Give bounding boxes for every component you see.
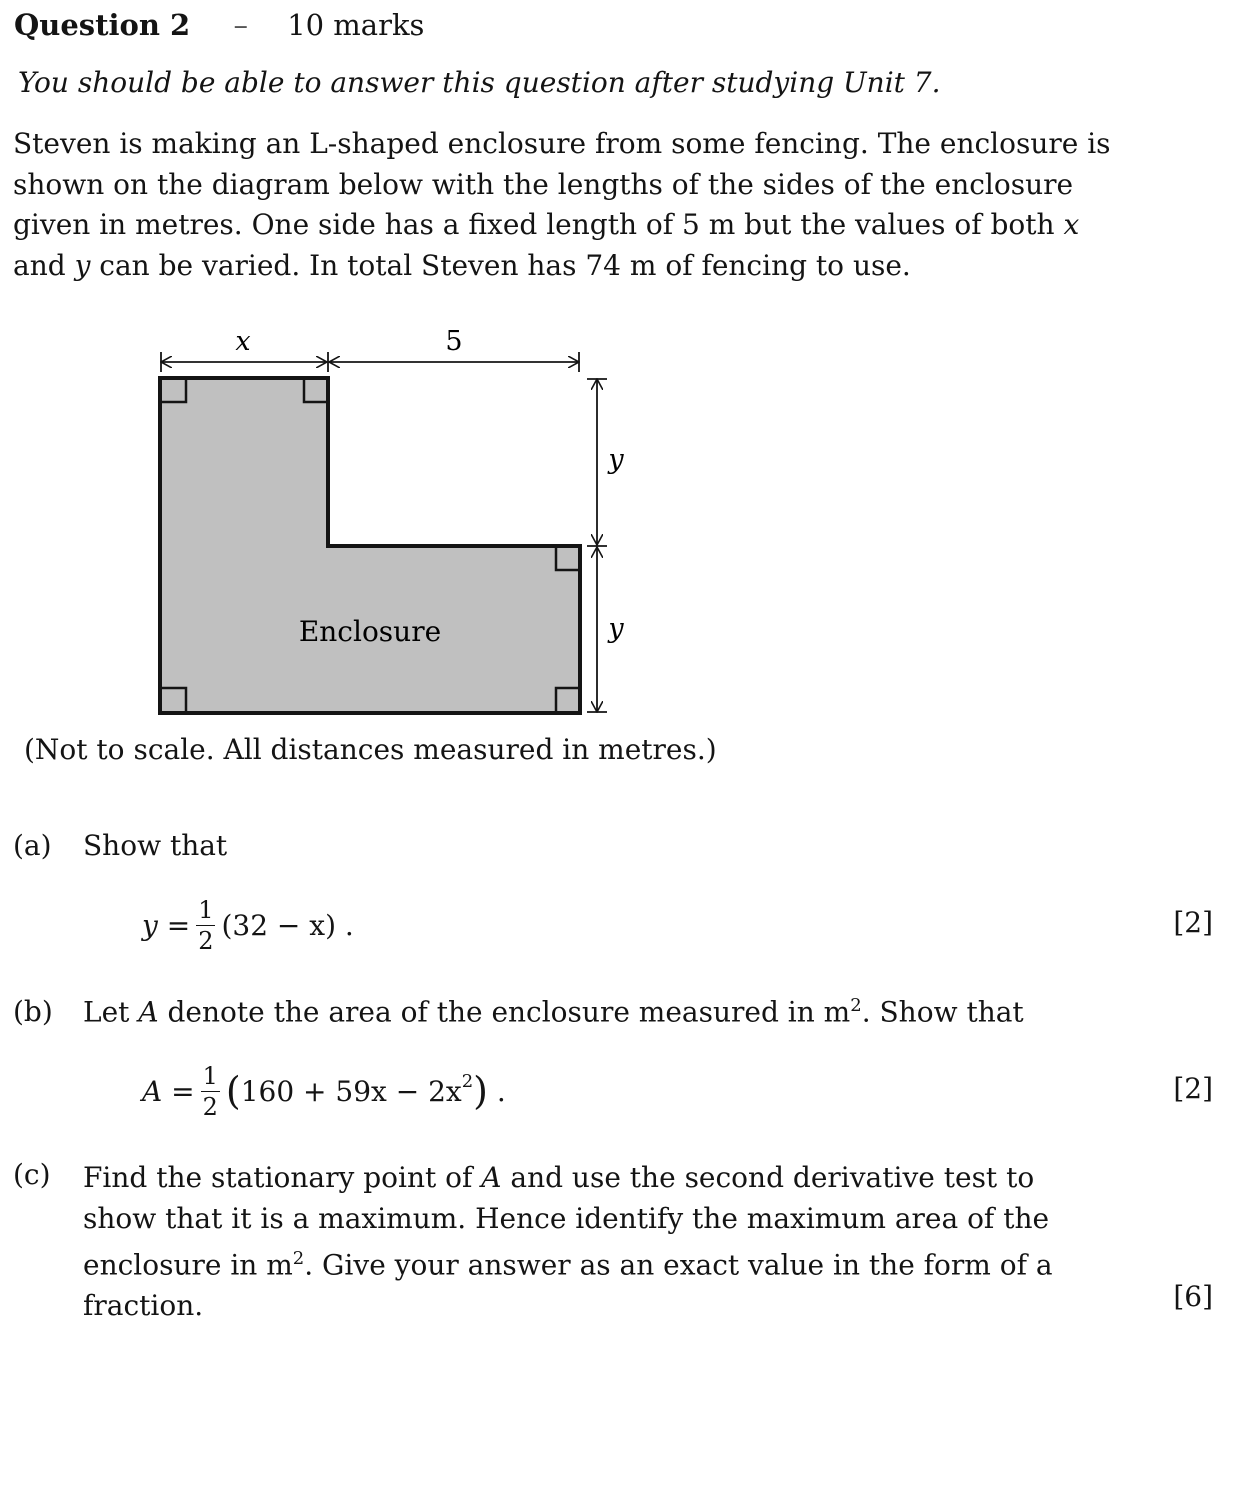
- part-a-equation: [142, 890, 354, 960]
- part-c-line-1: [83, 1158, 1053, 1199]
- dimension-x-label: x: [235, 326, 251, 357]
- question-number: Question 2: [14, 8, 191, 42]
- part-b-frac-den: 2: [202, 1092, 218, 1121]
- part-c-line-2: show that it is a maximum. Hence identify the maximum area of the: [83, 1201, 1050, 1235]
- dimension-y-top-label: y: [608, 444, 624, 475]
- paragraph-line-4-start: and: [13, 248, 75, 282]
- enclosure-shape: [160, 378, 580, 713]
- part-b-text-end: . Show that: [861, 995, 1024, 1029]
- intro-text: You should be able to answer this question after studying Unit 7.: [18, 66, 941, 99]
- part-c-variable-A: A: [481, 1161, 502, 1194]
- part-b-label: (b): [13, 995, 53, 1028]
- part-a-label: (a): [13, 829, 52, 862]
- part-a-frac-den: 2: [198, 926, 214, 955]
- enclosure-label: Enclosure: [298, 615, 442, 648]
- part-b-eq-sup: 2: [461, 1070, 474, 1092]
- part-c-label: (c): [13, 1158, 51, 1191]
- dimension-y-bottom-label: y: [608, 613, 624, 644]
- part-b-fraction: [201, 1061, 220, 1121]
- part-c-line-1-end: and use the second derivative test to: [501, 1161, 1035, 1194]
- part-b-text: [83, 995, 1024, 1028]
- part-b-text-start: Let: [83, 995, 139, 1029]
- dimension-5-label: 5: [445, 326, 463, 357]
- part-b-marks: [2]: [1173, 1072, 1213, 1105]
- part-b-eq-rhs: 160 + 59x − 2x: [240, 1074, 462, 1108]
- part-a-eq-rhs: (32 − x) .: [221, 908, 354, 942]
- diagram-caption: (Not to scale. All distances measured in metres.): [24, 733, 717, 766]
- variable-A: A: [138, 995, 159, 1029]
- part-a-eq-lhs: y =: [142, 908, 191, 942]
- paragraph-line-1: Steven is making an L-shaped enclosure from some fencing. The enclosure is: [13, 127, 1111, 160]
- variable-y: y: [74, 248, 91, 282]
- paragraph-line-2: shown on the diagram below with the lengths of the sides of the enclosure: [13, 167, 1074, 201]
- part-b-text-sup: 2: [850, 995, 862, 1016]
- part-b-eq-end: .: [496, 1074, 506, 1108]
- heading-separator: –: [233, 8, 248, 42]
- part-a-fraction: [196, 895, 215, 955]
- variable-x: x: [1063, 208, 1080, 241]
- part-b-equation: [142, 1055, 506, 1127]
- part-c-line-4: fraction.: [83, 1288, 204, 1322]
- part-c-marks: [6]: [1173, 1280, 1213, 1313]
- part-c-line-3-end: . Give your answer as an exact value in the form of a: [304, 1248, 1053, 1282]
- part-b-eq-lhs: A =: [142, 1074, 195, 1108]
- horizontal-dimensions: [161, 352, 579, 372]
- part-b-text-middle: denote the area of the enclosure measured in m: [158, 995, 851, 1029]
- part-b-open-paren: (: [225, 1069, 241, 1113]
- part-c-line-1-start: Find the stationary point of: [83, 1161, 482, 1194]
- vertical-dimensions: [587, 379, 607, 712]
- part-c-line-3-start: enclosure in m: [83, 1248, 293, 1282]
- paragraph-line-4-end: can be varied. In total Steven has 74 m of fencing to use.: [90, 248, 911, 282]
- part-c-line-3: [83, 1239, 1053, 1286]
- part-b-frac-num: 1: [202, 1061, 218, 1090]
- part-a-text: Show that: [83, 829, 228, 862]
- part-a-marks: [2]: [1173, 906, 1213, 939]
- part-b-close-paren: ): [473, 1069, 488, 1113]
- part-c-line-3-sup: 2: [292, 1248, 305, 1269]
- part-c-text: [83, 1158, 1053, 1326]
- part-a-frac-num: 1: [198, 895, 214, 924]
- paragraph-line-3-text: given in metres. One side has a fixed length of 5 m but the values of both: [13, 208, 1064, 241]
- question-marks: 10 marks: [287, 8, 425, 42]
